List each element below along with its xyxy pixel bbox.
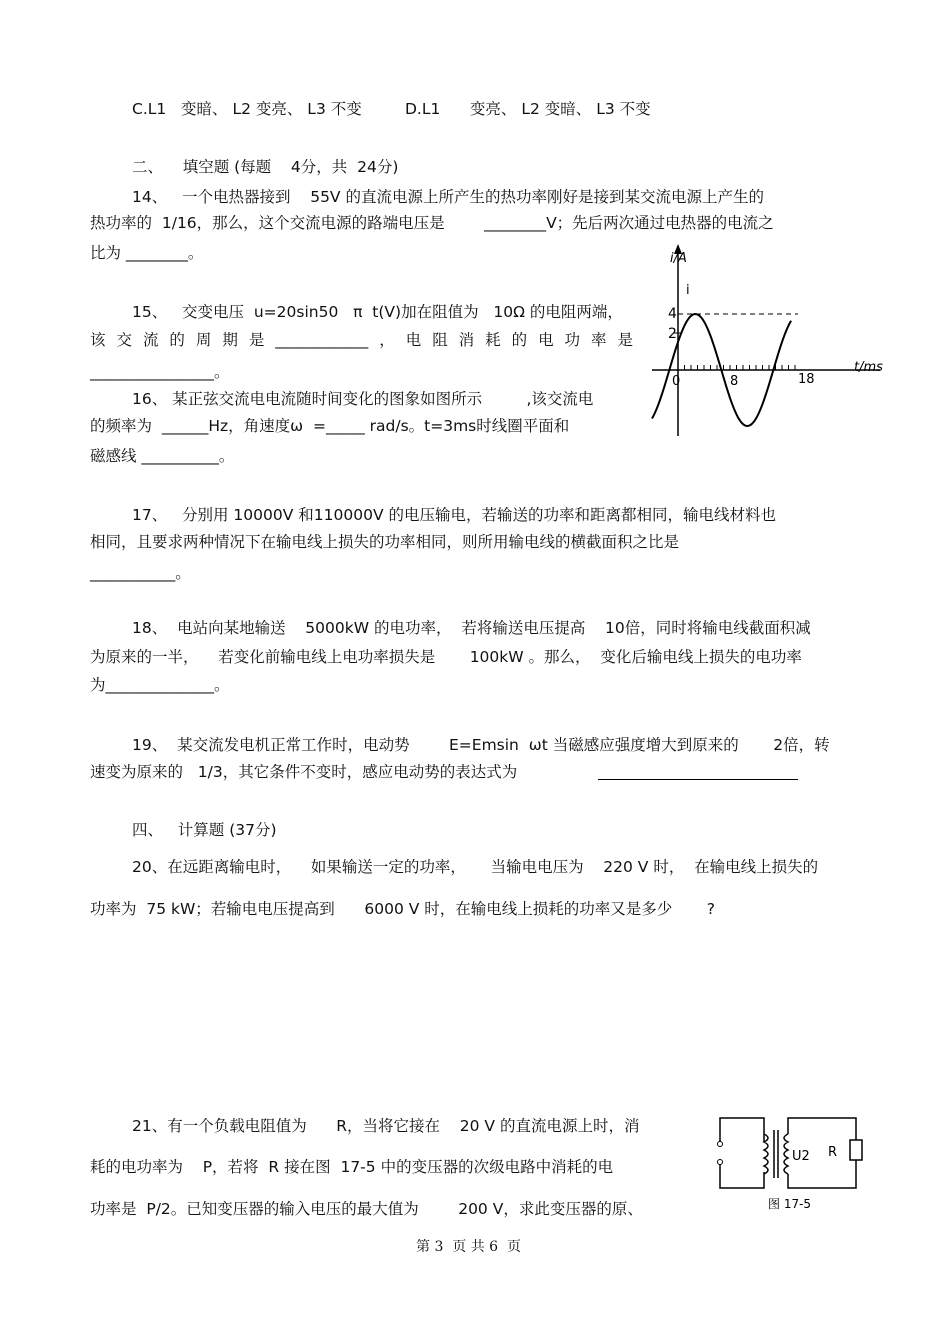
q16-line1: 16、 某正弦交流电电流随时间变化的图象如图所示 ,该交流电 <box>132 390 594 408</box>
curve-label: i <box>686 283 690 298</box>
x-axis-label: t/ms <box>854 360 883 375</box>
q16-line2: 的频率为 ______Hz，角速度ω =_____ rad/s。t=3ms时线圈平面和 <box>90 417 570 435</box>
q21-line3: 功率是 P/2。已知变压器的输入电压的最大值为 200 V，求此变压器的原、 <box>90 1200 643 1218</box>
r-label: R <box>828 1145 838 1160</box>
primary-terminal-bottom <box>718 1160 723 1165</box>
q19-line2: 速变为原来的 1/3，其它条件不变时，感应电动势的表达式为 <box>90 763 518 781</box>
q13-option-c: C.L1 变暗、 L2 变亮、 L3 不变 <box>132 100 362 118</box>
y-tick-label: 2 <box>668 326 677 342</box>
page-footer: 第 3 页 共 6 页 <box>416 1239 521 1255</box>
q19-answer-blank <box>598 779 798 780</box>
secondary-coil <box>784 1134 788 1174</box>
figure-caption: 图 17-5 <box>768 1197 812 1211</box>
transformer-circuit <box>712 1112 868 1222</box>
q21-line1: 21、有一个负载电阻值为 R，当将它接在 20 V 的直流电源上时，消 <box>132 1117 640 1135</box>
primary-wire <box>720 1118 764 1188</box>
u2-label: U2 <box>792 1149 810 1164</box>
section-fill-in-title: 二、 填空题 (每题 4分，共 24分) <box>132 158 399 176</box>
q13-option-d: D.L1 变亮、 L2 变暗、 L3 不变 <box>405 100 651 118</box>
origin-label: 0 <box>672 374 681 389</box>
y-max-label: 4 <box>668 306 677 322</box>
q18-line2: 为原来的一半， 若变化前输电线上电功率损失是 100kW 。那么， 变化后输电线上损失的电功率 <box>90 648 802 666</box>
current-time-graph <box>648 240 894 440</box>
q20-line2: 功率为 75 kW；若输电电压提高到 6000 V 时，在输电线上损耗的功率又是多少 ? <box>90 900 715 918</box>
q21-line2: 耗的电功率为 P，若将 R 接在图 17-5 中的变压器的次级电路中消耗的电 <box>90 1158 614 1176</box>
q14-line1: 14、 一个电热器接到 55V 的直流电源上所产生的热功率刚好是接到某交流电源上产生的 <box>132 188 764 206</box>
q18-line1: 18、 电站向某地输送 5000kW 的电功率， 若将输送电压提高 10倍，同时将输电线截面积减 <box>132 619 811 637</box>
q17-line3: ___________。 <box>90 564 191 582</box>
resistor <box>850 1140 862 1160</box>
q17-line1: 17、 分别用 10000V 和110000V 的电压输电，若输送的功率和距离都相同，输电线材料也 <box>132 506 776 524</box>
q15-line1: 15、 交变电压 u=20sin50 π t(V)加在阻值为 10Ω 的电阻两端， <box>132 303 623 321</box>
section-calc-title: 四、 计算题 (37分) <box>132 821 277 839</box>
q16-line3: 磁感线 __________。 <box>90 447 235 465</box>
q14-line2: 热功率的 1/16，那么，这个交流电源的路端电压是 ________V；先后两次通过电热器的电流之 <box>90 214 774 232</box>
x-end-label: 18 <box>798 372 815 387</box>
q18-line3: 为______________。 <box>90 676 230 694</box>
q14-line3: 比为 ________。 <box>90 244 204 262</box>
primary-terminal-top <box>718 1142 723 1147</box>
y-axis-label: i/A <box>670 251 687 266</box>
q20-line1: 20、在远距离输电时， 如果输送一定的功率， 当输电电压为 220 V 时， 在输电线上损失的 <box>132 858 819 876</box>
q15-line2: 该交流的周期是____________，电阻消耗的电功率是 <box>90 331 633 349</box>
q17-line2: 相同，且要求两种情况下在输电线上损失的功率相同，则所用输电线的横截面积之比是 <box>90 533 680 551</box>
q19-line1: 19、 某交流发电机正常工作时，电动势 E=Emsin ωt 当磁感应强度增大到原来的 2倍，转 <box>132 736 830 754</box>
x-mid-label: 8 <box>730 374 739 389</box>
q15-line3: ________________。 <box>90 363 230 381</box>
